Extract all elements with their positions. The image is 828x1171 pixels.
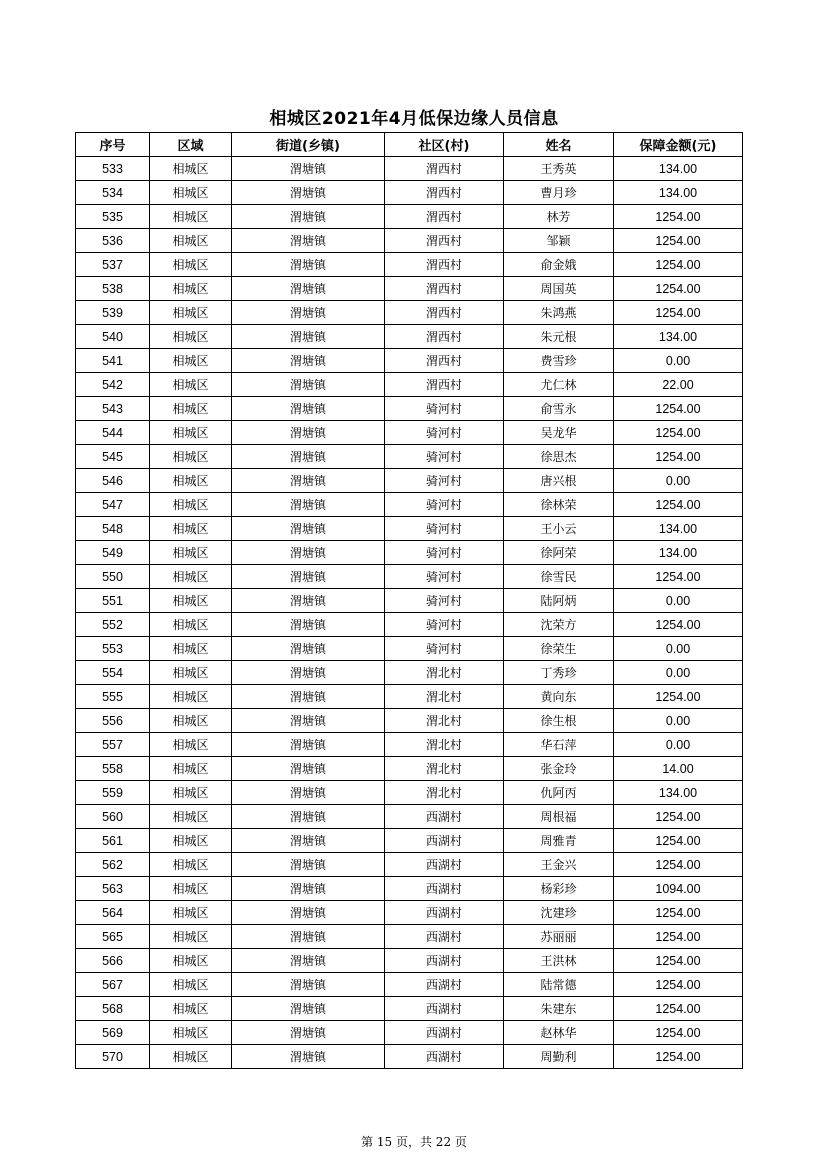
cell-district: 相城区 xyxy=(150,685,232,709)
cell-amount: 1254.00 xyxy=(614,685,743,709)
cell-community: 骑河村 xyxy=(385,613,504,637)
cell-street: 渭塘镇 xyxy=(232,565,385,589)
cell-street: 渭塘镇 xyxy=(232,685,385,709)
cell-index: 550 xyxy=(76,565,150,589)
cell-name: 徐阿荣 xyxy=(504,541,614,565)
cell-community: 渭西村 xyxy=(385,229,504,253)
table-row xyxy=(76,613,743,637)
cell-street: 渭塘镇 xyxy=(232,253,385,277)
cell-name: 林芳 xyxy=(504,205,614,229)
cell-amount: 1254.00 xyxy=(614,205,743,229)
table-row xyxy=(76,1045,743,1069)
cell-district: 相城区 xyxy=(150,925,232,949)
cell-name: 王小云 xyxy=(504,517,614,541)
header-name: 姓名 xyxy=(504,133,614,157)
cell-district: 相城区 xyxy=(150,853,232,877)
cell-community: 西湖村 xyxy=(385,877,504,901)
cell-index: 548 xyxy=(76,517,150,541)
cell-community: 西湖村 xyxy=(385,901,504,925)
cell-community: 西湖村 xyxy=(385,829,504,853)
cell-amount: 1254.00 xyxy=(614,901,743,925)
cell-amount: 14.00 xyxy=(614,757,743,781)
cell-street: 渭塘镇 xyxy=(232,157,385,181)
cell-index: 536 xyxy=(76,229,150,253)
cell-amount: 1254.00 xyxy=(614,397,743,421)
cell-name: 徐生根 xyxy=(504,709,614,733)
cell-index: 545 xyxy=(76,445,150,469)
table-row xyxy=(76,973,743,997)
table-row xyxy=(76,685,743,709)
cell-community: 渭西村 xyxy=(385,301,504,325)
cell-district: 相城区 xyxy=(150,589,232,613)
cell-name: 邹颖 xyxy=(504,229,614,253)
cell-district: 相城区 xyxy=(150,709,232,733)
table-row xyxy=(76,157,743,181)
cell-street: 渭塘镇 xyxy=(232,493,385,517)
cell-district: 相城区 xyxy=(150,541,232,565)
cell-amount: 1254.00 xyxy=(614,853,743,877)
cell-amount: 1254.00 xyxy=(614,277,743,301)
cell-amount: 1254.00 xyxy=(614,565,743,589)
cell-amount: 0.00 xyxy=(614,733,743,757)
cell-index: 564 xyxy=(76,901,150,925)
cell-name: 杨彩珍 xyxy=(504,877,614,901)
cell-index: 558 xyxy=(76,757,150,781)
cell-amount: 1254.00 xyxy=(614,973,743,997)
cell-district: 相城区 xyxy=(150,949,232,973)
cell-amount: 1254.00 xyxy=(614,229,743,253)
cell-community: 骑河村 xyxy=(385,637,504,661)
table-row xyxy=(76,205,743,229)
cell-district: 相城区 xyxy=(150,901,232,925)
cell-name: 周勤利 xyxy=(504,1045,614,1069)
cell-district: 相城区 xyxy=(150,829,232,853)
cell-index: 560 xyxy=(76,805,150,829)
cell-index: 538 xyxy=(76,277,150,301)
cell-index: 539 xyxy=(76,301,150,325)
cell-amount: 1254.00 xyxy=(614,949,743,973)
table-row xyxy=(76,805,743,829)
cell-district: 相城区 xyxy=(150,757,232,781)
cell-index: 534 xyxy=(76,181,150,205)
cell-street: 渭塘镇 xyxy=(232,661,385,685)
cell-name: 朱建东 xyxy=(504,997,614,1021)
header-amount: 保障金额(元) xyxy=(614,133,743,157)
cell-name: 华石萍 xyxy=(504,733,614,757)
cell-name: 赵林华 xyxy=(504,1021,614,1045)
cell-name: 费雪珍 xyxy=(504,349,614,373)
cell-amount: 0.00 xyxy=(614,709,743,733)
cell-district: 相城区 xyxy=(150,205,232,229)
cell-community: 渭西村 xyxy=(385,157,504,181)
cell-index: 565 xyxy=(76,925,150,949)
cell-street: 渭塘镇 xyxy=(232,973,385,997)
cell-street: 渭塘镇 xyxy=(232,805,385,829)
cell-community: 渭西村 xyxy=(385,253,504,277)
cell-amount: 1254.00 xyxy=(614,301,743,325)
cell-street: 渭塘镇 xyxy=(232,373,385,397)
cell-street: 渭塘镇 xyxy=(232,781,385,805)
cell-name: 周雅青 xyxy=(504,829,614,853)
table-row xyxy=(76,397,743,421)
cell-community: 骑河村 xyxy=(385,589,504,613)
table-row xyxy=(76,493,743,517)
cell-amount: 134.00 xyxy=(614,325,743,349)
cell-district: 相城区 xyxy=(150,973,232,997)
cell-amount: 134.00 xyxy=(614,517,743,541)
table-row xyxy=(76,925,743,949)
cell-community: 渭北村 xyxy=(385,757,504,781)
cell-district: 相城区 xyxy=(150,469,232,493)
cell-amount: 1094.00 xyxy=(614,877,743,901)
cell-district: 相城区 xyxy=(150,301,232,325)
cell-index: 554 xyxy=(76,661,150,685)
cell-amount: 134.00 xyxy=(614,541,743,565)
cell-name: 俞雪永 xyxy=(504,397,614,421)
cell-index: 551 xyxy=(76,589,150,613)
cell-index: 533 xyxy=(76,157,150,181)
cell-district: 相城区 xyxy=(150,397,232,421)
cell-street: 渭塘镇 xyxy=(232,829,385,853)
cell-district: 相城区 xyxy=(150,445,232,469)
cell-district: 相城区 xyxy=(150,349,232,373)
header-community: 社区(村) xyxy=(385,133,504,157)
table-row xyxy=(76,373,743,397)
cell-name: 张金玲 xyxy=(504,757,614,781)
cell-community: 骑河村 xyxy=(385,565,504,589)
cell-index: 543 xyxy=(76,397,150,421)
header-index: 序号 xyxy=(76,133,150,157)
table-body xyxy=(76,157,743,1069)
cell-district: 相城区 xyxy=(150,253,232,277)
cell-index: 535 xyxy=(76,205,150,229)
cell-name: 周国英 xyxy=(504,277,614,301)
cell-community: 渭西村 xyxy=(385,181,504,205)
table-row xyxy=(76,469,743,493)
cell-index: 541 xyxy=(76,349,150,373)
cell-district: 相城区 xyxy=(150,997,232,1021)
cell-street: 渭塘镇 xyxy=(232,877,385,901)
table-row xyxy=(76,277,743,301)
cell-street: 渭塘镇 xyxy=(232,205,385,229)
cell-name: 尤仁林 xyxy=(504,373,614,397)
cell-community: 骑河村 xyxy=(385,397,504,421)
cell-name: 黄向东 xyxy=(504,685,614,709)
cell-street: 渭塘镇 xyxy=(232,325,385,349)
cell-name: 王金兴 xyxy=(504,853,614,877)
cell-community: 西湖村 xyxy=(385,949,504,973)
cell-street: 渭塘镇 xyxy=(232,637,385,661)
cell-community: 渭西村 xyxy=(385,349,504,373)
cell-district: 相城区 xyxy=(150,1045,232,1069)
cell-amount: 1254.00 xyxy=(614,445,743,469)
cell-name: 唐兴根 xyxy=(504,469,614,493)
cell-street: 渭塘镇 xyxy=(232,517,385,541)
cell-amount: 1254.00 xyxy=(614,1045,743,1069)
cell-street: 渭塘镇 xyxy=(232,445,385,469)
page-footer: 第 15 页，共 22 页 xyxy=(361,1135,467,1149)
table-row xyxy=(76,757,743,781)
table-row xyxy=(76,589,743,613)
cell-street: 渭塘镇 xyxy=(232,397,385,421)
cell-index: 547 xyxy=(76,493,150,517)
table-row xyxy=(76,877,743,901)
cell-index: 559 xyxy=(76,781,150,805)
cell-index: 553 xyxy=(76,637,150,661)
table-row xyxy=(76,181,743,205)
document-title: 相城区2021年4月低保边缘人员信息 xyxy=(269,109,559,129)
cell-index: 566 xyxy=(76,949,150,973)
table-row xyxy=(76,325,743,349)
table-row xyxy=(76,949,743,973)
cell-street: 渭塘镇 xyxy=(232,301,385,325)
cell-street: 渭塘镇 xyxy=(232,757,385,781)
cell-street: 渭塘镇 xyxy=(232,541,385,565)
cell-name: 徐荣生 xyxy=(504,637,614,661)
table-row xyxy=(76,997,743,1021)
cell-district: 相城区 xyxy=(150,781,232,805)
cell-index: 556 xyxy=(76,709,150,733)
cell-index: 568 xyxy=(76,997,150,1021)
cell-index: 540 xyxy=(76,325,150,349)
cell-name: 吴龙华 xyxy=(504,421,614,445)
cell-index: 557 xyxy=(76,733,150,757)
table-row xyxy=(76,349,743,373)
cell-street: 渭塘镇 xyxy=(232,1045,385,1069)
cell-district: 相城区 xyxy=(150,157,232,181)
cell-index: 542 xyxy=(76,373,150,397)
cell-community: 渭西村 xyxy=(385,325,504,349)
cell-amount: 1254.00 xyxy=(614,997,743,1021)
table-row xyxy=(76,853,743,877)
table-row xyxy=(76,421,743,445)
table-row xyxy=(76,901,743,925)
cell-district: 相城区 xyxy=(150,421,232,445)
cell-street: 渭塘镇 xyxy=(232,469,385,493)
cell-street: 渭塘镇 xyxy=(232,349,385,373)
cell-community: 西湖村 xyxy=(385,853,504,877)
cell-community: 西湖村 xyxy=(385,1021,504,1045)
table-row xyxy=(76,733,743,757)
table-row xyxy=(76,541,743,565)
cell-index: 544 xyxy=(76,421,150,445)
table-row xyxy=(76,829,743,853)
recipients-table xyxy=(75,132,743,1069)
cell-amount: 134.00 xyxy=(614,181,743,205)
cell-name: 王洪林 xyxy=(504,949,614,973)
cell-district: 相城区 xyxy=(150,373,232,397)
cell-name: 沈荣方 xyxy=(504,613,614,637)
cell-district: 相城区 xyxy=(150,661,232,685)
cell-community: 骑河村 xyxy=(385,445,504,469)
cell-community: 渭西村 xyxy=(385,277,504,301)
cell-amount: 1254.00 xyxy=(614,805,743,829)
cell-street: 渭塘镇 xyxy=(232,733,385,757)
cell-district: 相城区 xyxy=(150,325,232,349)
table-row xyxy=(76,637,743,661)
cell-amount: 1254.00 xyxy=(614,613,743,637)
cell-index: 546 xyxy=(76,469,150,493)
table-row xyxy=(76,253,743,277)
cell-name: 朱元根 xyxy=(504,325,614,349)
cell-name: 苏丽丽 xyxy=(504,925,614,949)
table-row xyxy=(76,301,743,325)
cell-community: 渭北村 xyxy=(385,685,504,709)
table-row xyxy=(76,565,743,589)
cell-district: 相城区 xyxy=(150,229,232,253)
cell-name: 周根福 xyxy=(504,805,614,829)
cell-name: 徐林荣 xyxy=(504,493,614,517)
cell-community: 骑河村 xyxy=(385,541,504,565)
cell-index: 549 xyxy=(76,541,150,565)
cell-street: 渭塘镇 xyxy=(232,421,385,445)
cell-street: 渭塘镇 xyxy=(232,949,385,973)
cell-street: 渭塘镇 xyxy=(232,229,385,253)
cell-district: 相城区 xyxy=(150,877,232,901)
cell-amount: 1254.00 xyxy=(614,1021,743,1045)
cell-street: 渭塘镇 xyxy=(232,709,385,733)
cell-amount: 1254.00 xyxy=(614,493,743,517)
cell-community: 渭北村 xyxy=(385,733,504,757)
cell-index: 567 xyxy=(76,973,150,997)
cell-name: 徐思杰 xyxy=(504,445,614,469)
cell-name: 朱鸿燕 xyxy=(504,301,614,325)
cell-amount: 22.00 xyxy=(614,373,743,397)
cell-community: 西湖村 xyxy=(385,973,504,997)
cell-index: 563 xyxy=(76,877,150,901)
table-row xyxy=(76,445,743,469)
cell-amount: 1254.00 xyxy=(614,925,743,949)
table-row xyxy=(76,709,743,733)
cell-district: 相城区 xyxy=(150,1021,232,1045)
cell-street: 渭塘镇 xyxy=(232,181,385,205)
cell-amount: 1254.00 xyxy=(614,829,743,853)
cell-street: 渭塘镇 xyxy=(232,901,385,925)
header-district: 区域 xyxy=(150,133,232,157)
cell-name: 曹月珍 xyxy=(504,181,614,205)
cell-index: 570 xyxy=(76,1045,150,1069)
cell-amount: 0.00 xyxy=(614,661,743,685)
table-row xyxy=(76,229,743,253)
cell-street: 渭塘镇 xyxy=(232,589,385,613)
cell-district: 相城区 xyxy=(150,805,232,829)
cell-amount: 0.00 xyxy=(614,469,743,493)
cell-community: 西湖村 xyxy=(385,997,504,1021)
cell-name: 王秀英 xyxy=(504,157,614,181)
cell-amount: 0.00 xyxy=(614,589,743,613)
cell-amount: 0.00 xyxy=(614,637,743,661)
cell-district: 相城区 xyxy=(150,637,232,661)
cell-community: 骑河村 xyxy=(385,421,504,445)
cell-index: 569 xyxy=(76,1021,150,1045)
cell-community: 西湖村 xyxy=(385,925,504,949)
cell-amount: 134.00 xyxy=(614,157,743,181)
cell-community: 渭北村 xyxy=(385,709,504,733)
cell-street: 渭塘镇 xyxy=(232,277,385,301)
cell-street: 渭塘镇 xyxy=(232,853,385,877)
cell-street: 渭塘镇 xyxy=(232,613,385,637)
cell-district: 相城区 xyxy=(150,613,232,637)
cell-index: 561 xyxy=(76,829,150,853)
cell-amount: 1254.00 xyxy=(614,421,743,445)
table-row xyxy=(76,661,743,685)
cell-community: 渭西村 xyxy=(385,373,504,397)
cell-name: 陆常德 xyxy=(504,973,614,997)
cell-district: 相城区 xyxy=(150,181,232,205)
cell-district: 相城区 xyxy=(150,493,232,517)
cell-name: 陆阿炳 xyxy=(504,589,614,613)
cell-district: 相城区 xyxy=(150,277,232,301)
table-row xyxy=(76,517,743,541)
cell-district: 相城区 xyxy=(150,517,232,541)
cell-index: 562 xyxy=(76,853,150,877)
cell-district: 相城区 xyxy=(150,733,232,757)
cell-index: 552 xyxy=(76,613,150,637)
cell-district: 相城区 xyxy=(150,565,232,589)
cell-community: 渭北村 xyxy=(385,661,504,685)
cell-amount: 1254.00 xyxy=(614,253,743,277)
cell-amount: 0.00 xyxy=(614,349,743,373)
cell-index: 555 xyxy=(76,685,150,709)
cell-street: 渭塘镇 xyxy=(232,1021,385,1045)
cell-amount: 134.00 xyxy=(614,781,743,805)
cell-community: 西湖村 xyxy=(385,805,504,829)
cell-street: 渭塘镇 xyxy=(232,925,385,949)
cell-community: 骑河村 xyxy=(385,469,504,493)
cell-name: 俞金娥 xyxy=(504,253,614,277)
cell-community: 骑河村 xyxy=(385,493,504,517)
cell-community: 渭西村 xyxy=(385,205,504,229)
cell-name: 沈建珍 xyxy=(504,901,614,925)
cell-community: 西湖村 xyxy=(385,1045,504,1069)
cell-index: 537 xyxy=(76,253,150,277)
table-row xyxy=(76,781,743,805)
cell-street: 渭塘镇 xyxy=(232,997,385,1021)
cell-community: 骑河村 xyxy=(385,517,504,541)
cell-name: 仇阿丙 xyxy=(504,781,614,805)
table-header-row xyxy=(76,133,743,157)
header-street: 街道(乡镇) xyxy=(232,133,385,157)
table-row xyxy=(76,1021,743,1045)
cell-name: 丁秀珍 xyxy=(504,661,614,685)
cell-name: 徐雪民 xyxy=(504,565,614,589)
cell-community: 渭北村 xyxy=(385,781,504,805)
